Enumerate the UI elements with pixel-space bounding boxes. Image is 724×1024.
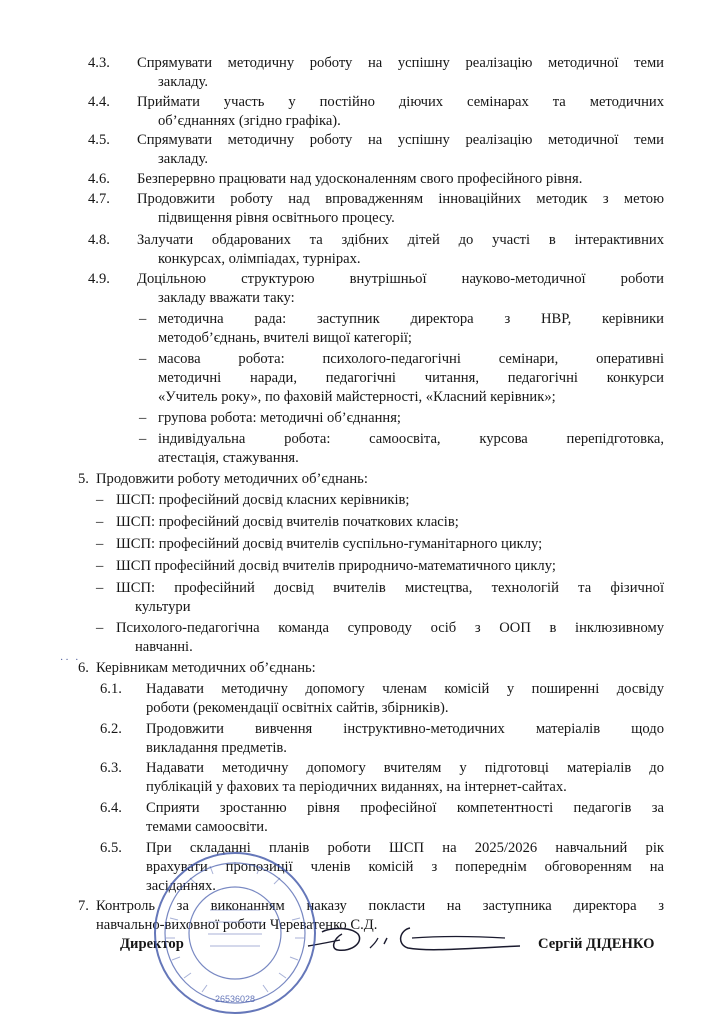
dash-bullet: – (96, 514, 104, 530)
scan-dots: ·· · (60, 655, 81, 666)
item-text-line: Спрямувати методичну роботу на успішну реалізацію методичної теми (137, 132, 664, 148)
item-text-line: об’єднаннях (згідно графіка). (158, 113, 341, 129)
item-number: 6.4. (100, 800, 122, 816)
item-number: 4.3. (88, 55, 110, 71)
item-number: 4.7. (88, 191, 110, 207)
item-text-line: Сприяти зростанню рівня професійної компетентності педагогів за (146, 800, 664, 816)
item-text-line: Приймати участь у постійно діючих семінарах та методичних (137, 94, 664, 110)
item-number: 4.4. (88, 94, 110, 110)
item-number: 6.2. (100, 721, 122, 737)
dash-bullet: – (96, 620, 104, 636)
item-number: 4.5. (88, 132, 110, 148)
item-text-line: При складанні планів роботи ШСП на 2025/2026 навчальний рік (146, 840, 664, 856)
dash-bullet: – (96, 492, 104, 508)
item-text-line: Продовжити роботу над впровадженням інноваційних методик з метою (137, 191, 664, 207)
section-text-line: Контроль за виконанням наказу покласти на заступника директора з (96, 898, 664, 914)
dash-bullet: – (96, 536, 104, 552)
item-number: 4.8. (88, 232, 110, 248)
item-text-line: Залучати обдарованих та здібних дітей до участі в інтерактивних (137, 232, 664, 248)
item-text-line: викладання предметів. (146, 740, 287, 756)
list-item-line: масова робота: психолого-педагогічні семінари, оперативні (158, 351, 664, 367)
item-text-line: темами самоосвіти. (146, 819, 268, 835)
list-item-line: «Учитель року», по фаховій майстерності, «Класний керівник»; (158, 389, 556, 405)
dash-bullet: – (139, 351, 147, 367)
list-item-line: ШСП професійний досвід вчителів природничо-математичного циклу; (116, 558, 556, 574)
item-number: 6.3. (100, 760, 122, 776)
list-item-line: групова робота: методичні об’єднання; (158, 410, 401, 426)
section-number: 6. (78, 660, 89, 676)
item-number: 4.6. (88, 171, 110, 187)
item-number: 4.9. (88, 271, 110, 287)
list-item-line: культури (135, 599, 191, 615)
dash-bullet: – (96, 558, 104, 574)
item-text-line: закладу. (158, 74, 209, 90)
stamp-code: 26536028 (214, 994, 256, 1004)
list-item-line: Психолого-педагогічна команда супроводу осіб з ООП в інклюзивному (116, 620, 664, 636)
list-item-line: атестація, стажування. (158, 450, 299, 466)
item-text-line: Продовжити вивчення інструктивно-методичних матеріалів щодо (146, 721, 664, 737)
section-text-line: навчально-виховної роботи Череватенко С.Д. (96, 917, 378, 933)
item-text-line: Надавати методичну допомогу вчителям у підготовці матеріалів до (146, 760, 664, 776)
dash-bullet: – (139, 410, 147, 426)
dash-bullet: – (139, 311, 147, 327)
item-text-line: Надавати методичну допомогу членам комісій у поширенні досвіду (146, 681, 664, 697)
dash-bullet: – (139, 431, 147, 447)
item-text-line: конкурсах, олімпіадах, турнірах. (158, 251, 361, 267)
list-item-line: методоб’єднань, вчителі вищої категорії; (158, 330, 412, 346)
list-item-line: ШСП: професійний досвід вчителів мистецтва, технологій та фізичної (116, 580, 664, 596)
director-name: Сергій ДІДЕНКО (538, 936, 655, 952)
list-item-line: ШСП: професійний досвід вчителів суспільно-гуманітарного циклу; (116, 536, 543, 552)
item-text-line: Безперервно працювати над удосконаленням свого професійного рівня. (137, 171, 583, 187)
item-text-line: врахувати пропозиції членів комісій з попереднім обговоренням на (146, 859, 664, 875)
item-text-line: закладу вважати таку: (158, 290, 295, 306)
list-item-line: індивідуальна робота: самоосвіта, курсова перепідготовка, (158, 431, 664, 447)
item-number: 6.1. (100, 681, 122, 697)
item-text-line: закладу. (158, 151, 209, 167)
list-item-line: ШСП: професійний досвід класних керівників; (116, 492, 410, 508)
item-text-line: роботи (рекомендації освітніх сайтів, збірників). (146, 700, 449, 716)
dash-bullet: – (96, 580, 104, 596)
list-item-line: навчанні. (135, 639, 193, 655)
item-number: 6.5. (100, 840, 122, 856)
director-title: Директор (120, 936, 184, 952)
list-item-line: ШСП: професійний досвід вчителів початкових класів; (116, 514, 459, 530)
item-text-line: засіданнях. (146, 878, 216, 894)
section-title: Керівникам методичних об’єднань: (96, 660, 316, 676)
section-number: 5. (78, 471, 89, 487)
item-text-line: підвищення рівня освітнього процесу. (158, 210, 395, 226)
item-text-line: Спрямувати методичну роботу на успішну реалізацію методичної теми (137, 55, 664, 71)
list-item-line: методична рада: заступник директора з НВР, керівники (158, 311, 664, 327)
item-text-line: Доцільною структурою внутрішньої науково-методичної роботи (137, 271, 664, 287)
item-text-line: публікацій у фахових та періодичних виданнях, на інтернет-сайтах. (146, 779, 567, 795)
list-item-line: методичні наради, педагогічні читання, педагогічні конкурси (158, 370, 664, 386)
section-title: Продовжити роботу методичних об’єднань: (96, 471, 368, 487)
section-number: 7. (78, 898, 89, 914)
